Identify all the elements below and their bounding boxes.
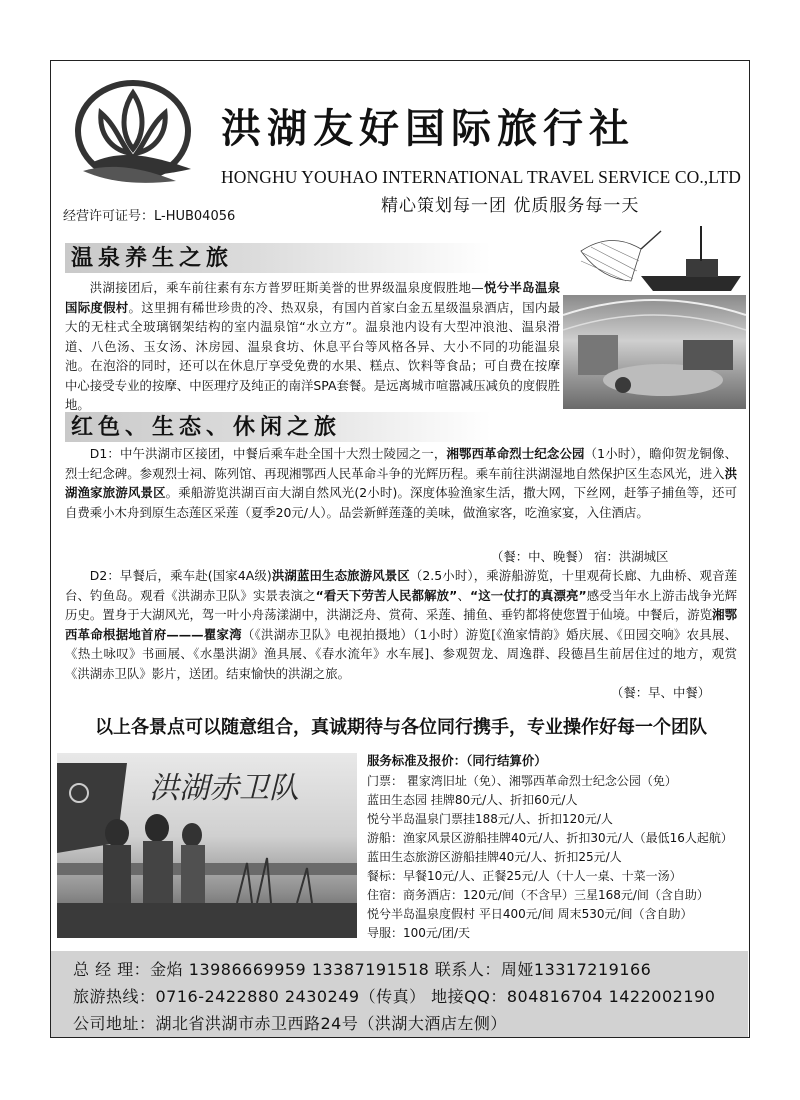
hot-spring-photo (563, 295, 746, 409)
day2-meals: （餐：早、中餐） (611, 685, 711, 700)
service-line: 蓝田生态旅游区游船挂牌40元/人、折扣25元/人 (367, 850, 622, 864)
brochure-frame (50, 60, 750, 1038)
service-line: 悦兮半岛温泉门票挂188元/人、折扣120元/人 (367, 812, 613, 826)
photo-caption: 洪湖赤卫队 (149, 771, 299, 806)
contact-address: 公司地址：湖北省洪湖市赤卫西路24号（洪湖大酒店左侧） (73, 1014, 507, 1033)
red-guard-photo (57, 753, 357, 938)
lotus-logo-icon (71, 79, 206, 189)
service-line: 餐标：早餐10元/人、正餐25元/人（十人一桌、十菜一汤） (367, 869, 682, 883)
promo-statement: 以上各景点可以随意组合，真诚期待与各位同行携手，专业操作好每一个团队 (95, 717, 707, 738)
contact-hotline: 旅游热线：0716-2422880 2430249（传真） 地接QQ：804816704 1422002190 (73, 987, 716, 1006)
contact-panel (51, 951, 748, 1037)
day1-itinerary: D1：中午洪湖市区接团，中餐后乘车赴全国十大烈士陵园之一，湘鄂西革命烈士纪念公园（1小时），瞻仰贺龙铜像、烈士纪念碑。参观烈士祠、陈列馆、再现湘鄂西人民革命斗争的光辉历程。乘车前往洪湖湿地自然保护区生态风光，进入洪湖渔家旅游风景区。乘船游览洪湖百亩大湖自然风光(2小时)。深度体验渔家生活，撒大网，下丝网，赶筝子捕鱼等，还可自费乘小木舟到原生态莲区采莲（夏季20元/人）。品尝新鲜莲蓬的美味，做渔家客，吃渔家宴，入住酒店。 (65, 446, 737, 520)
services-title: 服务标准及报价：（同行结算价） (367, 753, 547, 768)
service-line: 悦兮半岛温泉度假村 平日400元/间 周末530元/间（含自助） (367, 907, 693, 921)
service-line: 住宿：商务酒店：120元/间（不含早）三星168元/间（含自助） (367, 888, 709, 902)
slogan: 精心策划每一团 优质服务每一天 (381, 196, 640, 216)
section-hot-spring-heading: 温泉养生之旅 (65, 243, 491, 273)
service-line: 导服：100元/团/天 (367, 926, 470, 940)
company-name-cn: 洪湖友好国际旅行社 (221, 105, 635, 152)
company-name-en: HONGHU YOUHAO INTERNATIONAL TRAVEL SERVICE CO.,LTD (221, 167, 741, 187)
section-hot-spring-text: 洪湖接团后，乘车前往素有东方普罗旺斯美誉的世界级温泉度假胜地—悦兮半岛温泉国际度假村。这里拥有稀世珍贵的冷、热双泉，有国内首家白金五星级温泉酒店，国内最大的无柱式全玻璃钢架结构的室内温泉馆“水立方”。温泉池内设有大型冲浪池、温泉滑道、八色汤、玉女汤、沐房园、温泉食坊、休息平台等风格各异、大小不同的功能温泉池。在泡浴的同时，还可以在休息厅享受免费的水果、糕点、饮料等食品；可自费在按摩中心接受专业的按摩、中医理疗及纯正的南洋SPA套餐。是远离城市喧嚣减压减负的度假胜地。 (65, 280, 561, 412)
day2-itinerary: D2：早餐后，乘车赴(国家4A级)洪湖蓝田生态旅游风景区（2.5小时），乘游船游览，十里观荷长廊、九曲桥、观音莲台、钓鱼岛。观看《洪湖赤卫队》实景表演之“看天下劳苦人民都解放”、“这一仗打的真漂亮”感受当年水上游击战争光辉历史。置身于大湖风光，驾一叶小舟荡漾湖中，洪湖泛舟、赏荷、采莲、捕鱼、垂钓都将使您置于仙境。中餐后，游览湘鄂西革命根据地首府———瞿家湾（《洪湖赤卫队》电视拍摄地）（1小时）游览[《渔家情韵》婚庆展、《田园交响》农具展、《热土咏叹》书画展、《水墨洪湖》渔具展、《春水流年》水车展]、参观贺龙、周逸群、段德昌生前居住过的地方，观赏《洪湖赤卫队》影片，送团。结束愉快的洪湖之旅。 (65, 568, 738, 681)
license-number: 经营许可证号：L-HUB04056 (63, 209, 236, 224)
service-line: 蓝田生态园 挂牌80元/人、折扣60元/人 (367, 793, 578, 807)
service-line: 游船：渔家风景区游船挂牌40元/人、折扣30元/人（最低16人起航） (367, 831, 733, 845)
contact-manager: 总 经 理：金焰 13986669959 13387191518 联系人：周娅13317219166 (73, 960, 652, 979)
service-line: 门票： 瞿家湾旧址（免）、湘鄂西革命烈士纪念公园（免） (367, 774, 677, 788)
section-red-eco-heading: 红色、生态、休闲之旅 (65, 412, 491, 442)
fishing-boat-photo (571, 221, 746, 299)
day1-meals: （餐：中、晚餐） 宿：洪湖城区 (491, 549, 669, 564)
